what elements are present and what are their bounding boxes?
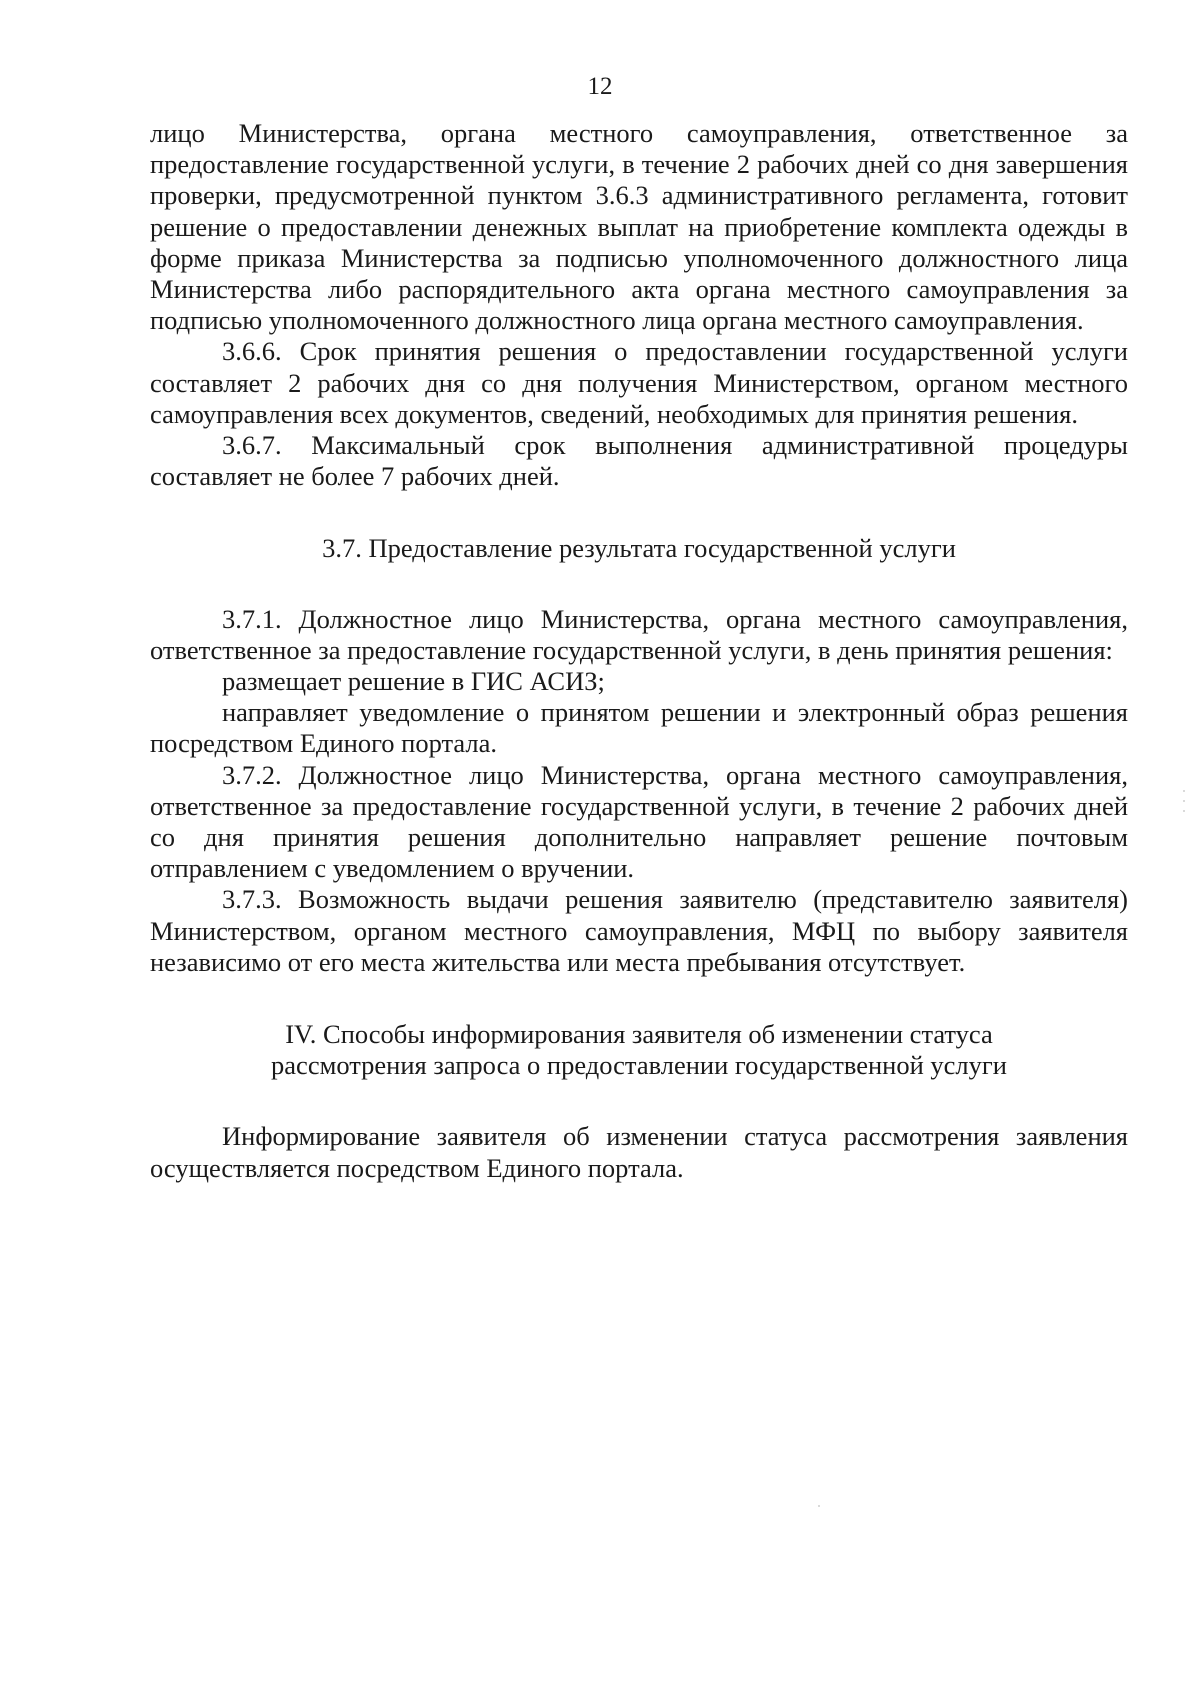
document-body bbox=[150, 118, 1128, 1184]
paragraph-3-6-6: 3.6.6. Срок принятия решения о предоставлении государственной услуги составляет 2 рабочих дня со дня получения Министерством, органом местного самоуправления всех документов, сведений, необходимых для принятия решения. bbox=[150, 336, 1128, 429]
paragraph-3-6-7: 3.6.7. Максимальный срок выполнения административной процедуры составляет не более 7 рабочих дней. bbox=[150, 430, 1128, 492]
paragraph-3-7-1: 3.7.1. Должностное лицо Министерства, органа местного самоуправления, ответственное за предоставление государственной услуги, в день принятия решения: bbox=[150, 603, 1128, 665]
list-item-send-notification: направляет уведомление о принятом решении и электронный образ решения посредством Единого портала. bbox=[150, 697, 1128, 759]
paragraph-3-7-3: 3.7.3. Возможность выдачи решения заявителю (представителю заявителя) Министерством, органом местного самоуправления, МФЦ по выбору заявителя независимо от его места жительства или места пребывания отсутствует. bbox=[150, 884, 1128, 977]
paragraph-section-4: Информирование заявителя об изменении статуса рассмотрения заявления осуществляется посредством Единого портала. bbox=[150, 1121, 1128, 1183]
scan-artifact bbox=[1183, 790, 1185, 792]
section-heading-3-7: 3.7. Предоставление результата государственной услуги bbox=[322, 533, 956, 564]
paragraph-continuation: лицо Министерства, органа местного самоуправления, ответственное за предоставление государственной услуги, в течение 2 рабочих дней со дня завершения проверки, предусмотренной пунктом 3.6.3 административного регламента, готовит решение о предоставлении денежных выплат на приобретение комплекта одежды в форме приказа Министерства за подписью уполномоченного должностного лица Министерства либо распорядительного акта органа местного самоуправления за подписью уполномоченного должностного лица органа местного самоуправления. bbox=[150, 118, 1128, 336]
scan-artifact bbox=[1183, 800, 1185, 802]
page-number: 12 bbox=[587, 73, 613, 100]
list-item-place-decision: размещает решение в ГИС АСИЗ; bbox=[222, 666, 605, 697]
scan-artifact bbox=[818, 1505, 820, 1507]
scan-artifact bbox=[1183, 810, 1185, 812]
paragraph-3-7-2: 3.7.2. Должностное лицо Министерства, органа местного самоуправления, ответственное за предоставление государственной услуги, в течение 2 рабочих дней со дня принятия решения дополнительно направляет решение почтовым отправлением с уведомлением о вручении. bbox=[150, 759, 1128, 884]
section-heading-4: IV. Способы информирования заявителя об изменении статуса рассмотрения запроса о предоставлении государственной услуги bbox=[271, 1019, 1007, 1081]
